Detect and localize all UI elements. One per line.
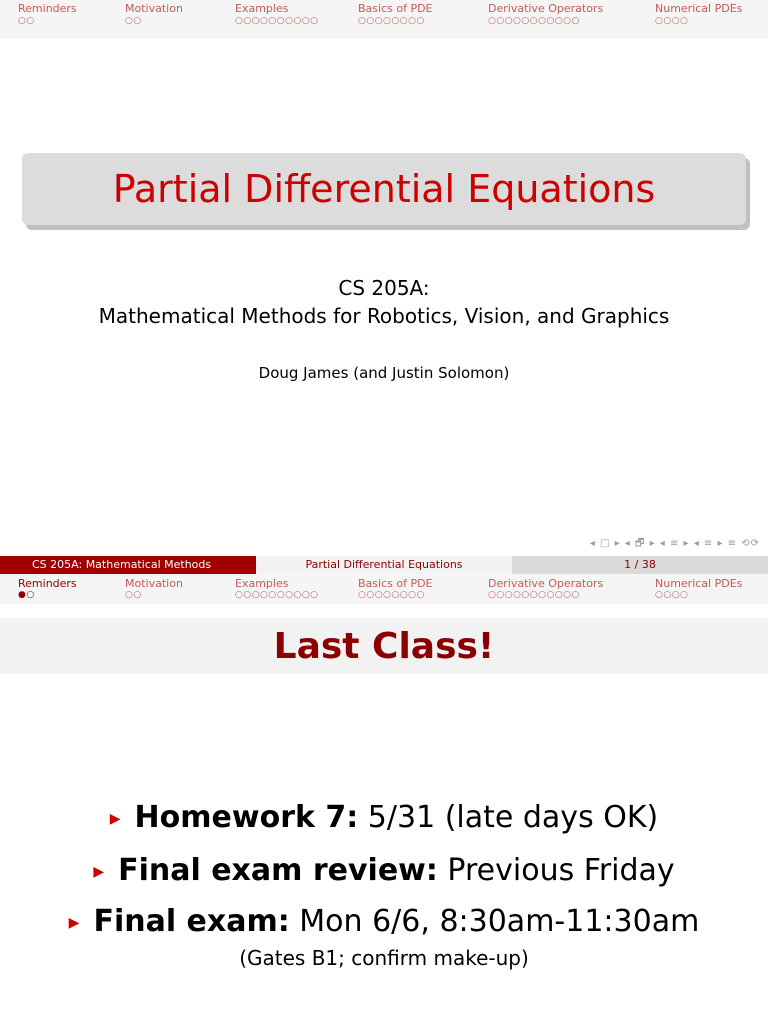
bullet-label: Final exam review: [118,853,438,888]
bullet-label: Homework 7: [134,800,359,835]
bullet-label: Final exam: [93,904,290,939]
nav-section-reminders[interactable]: Reminders [18,577,77,590]
triangle-bullet-icon: ▶ [109,810,121,827]
nav-dots-examples[interactable]: ○○○○○○○○○○ [235,16,319,26]
nav-dots-derivative[interactable]: ○○○○○○○○○○○ [488,16,580,26]
nav-section-examples[interactable]: Examples [235,2,289,15]
nav-section-derivative[interactable]: Derivative Operators [488,2,604,15]
nav-dots-basics[interactable]: ○○○○○○○○ [358,16,425,26]
section-navbar [0,574,768,604]
nav-dots-reminders[interactable]: ○○ [18,16,35,26]
course-name: Mathematical Methods for Robotics, Vision, and Graphics [98,304,670,328]
authors: Doug James (and Justin Solomon) [258,364,510,382]
nav-section-basics[interactable]: Basics of PDE [358,577,433,590]
nav-section-derivative[interactable]: Derivative Operators [488,577,604,590]
beamer-navigation-icons[interactable]: ◂ □ ▸ ◂ 🗗 ▸ ◂ ≡ ▸ ◂ ≡ ▸ ≡ ⟲⟳ [589,538,760,549]
footline-title: Partial Differential Equations [256,556,512,574]
nav-section-reminders[interactable]: Reminders [18,2,77,15]
triangle-bullet-icon: ▶ [68,914,80,931]
bullet-item-homework [0,800,768,835]
nav-dots-basics[interactable]: ○○○○○○○○ [358,590,425,600]
footline-course: CS 205A: Mathematical Methods [0,556,256,574]
nav-dots-motivation[interactable]: ○○ [125,16,142,26]
bullet-item-exam [0,904,768,939]
nav-dots-numerical[interactable]: ○○○○ [655,16,689,26]
footline-page-number: 1 / 38 [512,556,768,574]
frame-title-bar [0,618,768,674]
triangle-bullet-icon: ▶ [93,863,105,880]
footline [0,556,768,574]
nav-dots-reminders[interactable]: ●○ [18,590,35,600]
nav-section-motivation[interactable]: Motivation [125,2,183,15]
content-slide [0,556,768,1024]
nav-dots-numerical[interactable]: ○○○○ [655,590,689,600]
bullet-item-review [0,853,768,888]
nav-section-basics[interactable]: Basics of PDE [358,2,433,15]
frame-title: Last Class! [273,625,495,667]
course-code: CS 205A: [338,276,430,300]
nav-section-motivation[interactable]: Motivation [125,577,183,590]
nav-dots-examples[interactable]: ○○○○○○○○○○ [235,590,319,600]
bullet-text: Mon 6/6, 8:30am-11:30am [289,904,700,939]
nav-section-examples[interactable]: Examples [235,577,289,590]
bullet-text: 5/31 (late days OK) [358,800,659,835]
nav-dots-motivation[interactable]: ○○ [125,590,142,600]
nav-section-numerical[interactable]: Numerical PDEs [655,577,743,590]
bullet-text: Previous Friday [437,853,675,888]
section-navbar [0,0,768,38]
title-box [22,153,746,225]
presentation-title: Partial Differential Equations [112,167,656,211]
nav-section-numerical[interactable]: Numerical PDEs [655,2,743,15]
nav-dots-derivative[interactable]: ○○○○○○○○○○○ [488,590,580,600]
exam-location-note: (Gates B1; confirm make-up) [239,946,529,970]
